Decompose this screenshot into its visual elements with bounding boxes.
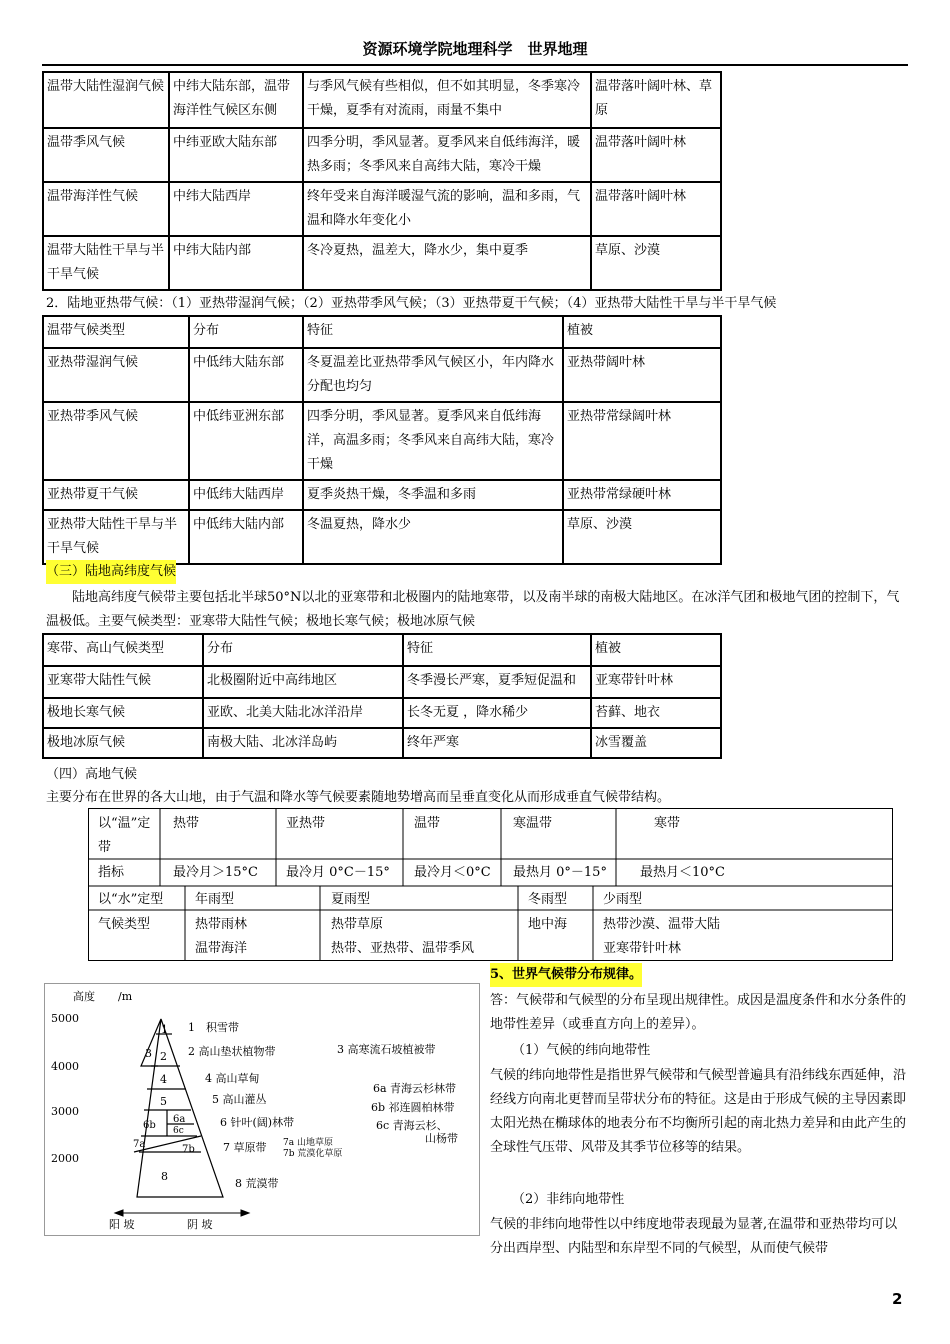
table-header-row — [43, 316, 721, 348]
table-temperate-climates — [42, 71, 722, 291]
cell: 亚热带常绿硬叶林 — [563, 480, 721, 510]
legend-item: 5 高山灌丛 — [212, 1093, 267, 1106]
legend-item: 3 高寒流石坡植被带 — [337, 1043, 436, 1056]
zone-label: 8 — [161, 1170, 168, 1183]
table4-r3-c1: 以“水”定型 — [98, 892, 164, 907]
cell: 长冬无夏 ，降水稀少 — [403, 698, 591, 728]
tick: 2000 — [51, 1152, 79, 1165]
cell: 亚欧、北美大陆北冰洋沿岸 — [203, 698, 403, 728]
shady-slope-label: 阴 坡 — [187, 1218, 213, 1231]
cell: 温带海洋性气候 — [43, 182, 169, 236]
legend-item: 6 针叶(阔)林带 — [220, 1116, 295, 1129]
legend-item: 7b 荒漠化草原 — [283, 1149, 343, 1159]
header-cell: 特征 — [303, 316, 563, 348]
table4-r3-c4: 冬雨型 — [528, 892, 568, 907]
header-cell: 特征 — [403, 634, 591, 666]
legend-item: 6c 青海云杉、 — [376, 1119, 448, 1132]
table4-r1-c5: 寒温带 — [513, 816, 553, 831]
table-row — [43, 480, 721, 510]
cell: 终年受来自海洋暖湿气流的影响，温和多雨，气温和降水年变化小 — [303, 182, 591, 236]
legend-item: 7 草原带 — [223, 1141, 267, 1154]
axis-label: 高度 — [73, 990, 95, 1003]
table-high-latitude-climates — [42, 633, 722, 759]
cell: 中纬亚欧大陆东部 — [169, 128, 303, 182]
table-row — [43, 236, 721, 290]
cell: 冬冷夏热，温差大，降水少，集中夏季 — [303, 236, 591, 290]
table4-r2-c4: 最冷月＜0°C — [414, 865, 491, 880]
table-row — [43, 128, 721, 182]
zone-label: 6a — [173, 1114, 186, 1125]
legend-item: 6b 祁连圆柏林带 — [371, 1101, 455, 1114]
table4-r5-c5: 亚寒带针叶林 — [603, 941, 682, 956]
cell: 温带落叶阔叶林、草原 — [591, 72, 721, 128]
cell: 亚热带湿润气候 — [43, 348, 189, 402]
zone-label: 6b — [143, 1120, 156, 1131]
page-header-title: 资源环境学院地理科学 世界地理 — [362, 40, 588, 58]
cell: 中低纬亚洲东部 — [189, 402, 303, 480]
header-cell: 分布 — [203, 634, 403, 666]
cell: 夏季炎热干燥，冬季温和多雨 — [303, 480, 563, 510]
section5-subtitle-1: （1）气候的纬向地带性 — [512, 1043, 651, 1058]
table4-r4-c3: 热带草原 — [331, 917, 384, 932]
cell: 与季风气候有些相似，但不如其明显，冬季寒冷干燥，夏季有对流雨，雨量不集中 — [303, 72, 591, 128]
zone-label: 6c — [173, 1126, 184, 1136]
table-row — [43, 510, 721, 564]
legend-item: 2 高山垫状植物带 — [188, 1045, 276, 1058]
table4-r4-c1: 气候类型 — [98, 917, 151, 932]
cell: 中低纬大陆内部 — [189, 510, 303, 564]
legend-item: 6a 青海云杉林带 — [373, 1082, 457, 1095]
section5-answer: 答：气候带和气候型的分布呈现出规律性。成因是温度条件和水分条件的地带性差异（或垂直方向上的差异）。 — [490, 993, 907, 1032]
cell: 苔藓、地衣 — [591, 698, 721, 728]
table4-r2-c5: 最热月 0°－15° — [513, 865, 607, 880]
zone-label: 7a — [133, 1139, 146, 1150]
table-row — [43, 728, 721, 758]
table-subtropical-climates — [42, 315, 722, 565]
table4-r1-c6: 寒带 — [654, 816, 681, 831]
cell: 中纬大陆东部，温带海洋性气候区东侧 — [169, 72, 303, 128]
cell: 终年严寒 — [403, 728, 591, 758]
cell: 极地长寒气候 — [43, 698, 203, 728]
legend-item: 山杨带 — [425, 1132, 458, 1145]
zone-label: 2 — [160, 1050, 167, 1063]
slope-arrows-icon — [115, 1210, 249, 1216]
zone-label: 3 — [145, 1047, 152, 1060]
table4-r3-c3: 夏雨型 — [331, 892, 371, 907]
zonation-svg — [45, 984, 479, 1235]
table-row — [43, 72, 721, 128]
table4-r1-c4: 温带 — [414, 816, 441, 831]
table-vertical-belts — [88, 808, 894, 961]
header-rule — [42, 64, 908, 66]
table4-r4-c5: 热带沙漠、温带大陆 — [603, 917, 721, 932]
cell: 亚热带常绿阔叶林 — [563, 402, 721, 480]
header-cell: 寒带、高山气候类型 — [43, 634, 203, 666]
cell: 冬季漫长严寒，夏季短促温和 — [403, 666, 591, 698]
cell: 亚热带大陆性干旱与半干旱气候 — [43, 510, 189, 564]
table4-r2-c1: 指标 — [98, 865, 125, 880]
cell: 温带落叶阔叶林 — [591, 128, 721, 182]
tick: 4000 — [51, 1060, 79, 1073]
cell: 亚热带季风气候 — [43, 402, 189, 480]
legend-item: 4 高山草甸 — [205, 1072, 260, 1085]
cell: 冰雪覆盖 — [591, 728, 721, 758]
legend-item: 8 荒漠带 — [235, 1177, 279, 1190]
table4-r1-c2: 热带 — [173, 816, 200, 831]
cell: 中低纬大陆东部 — [189, 348, 303, 402]
header-cell: 植被 — [563, 316, 721, 348]
cell: 温带大陆性湿润气候 — [43, 72, 169, 128]
table4-r3-c2: 年雨型 — [195, 892, 235, 907]
table4-r2-c3: 最冷月 0°C－15° — [286, 865, 390, 880]
table4-r2-c2: 最冷月＞15°C — [173, 865, 258, 880]
zone-label: 7b — [182, 1144, 195, 1155]
zone-label: 1 — [161, 1023, 168, 1036]
table4-r4-c2: 热带雨林 — [195, 917, 248, 932]
table-row — [43, 666, 721, 698]
cell: 四季分明，季风显著。夏季风来自低纬海洋，暖热多雨；冬季风来自高纬大陆，寒冷干燥 — [303, 128, 591, 182]
cell: 亚热带夏干气候 — [43, 480, 189, 510]
cell: 亚热带阔叶林 — [563, 348, 721, 402]
section4-paragraph: 主要分布在世界的各大山地，由于气温和降水等气候要素随地势增高而呈垂直变化从而形成垂直气候带结构。 — [46, 790, 671, 805]
section5-subtitle-2: （2）非纬向地带性 — [512, 1192, 625, 1207]
cell: 北极圈附近中高纬地区 — [203, 666, 403, 698]
header-cell: 植被 — [591, 634, 721, 666]
cell: 草原、沙漠 — [591, 236, 721, 290]
section5-paragraph-2: 气候的非纬向地带性以中纬度地带表现最为显著,在温带和亚热带均可以分出西岸型、内陆型和东岸型不同的气候型，从而使气候带 — [490, 1217, 898, 1256]
zone-label: 5 — [160, 1095, 167, 1108]
header-cell: 分布 — [189, 316, 303, 348]
section4-title: （四）高地气候 — [46, 767, 138, 782]
cell: 温带大陆性干旱与半干旱气候 — [43, 236, 169, 290]
table4-r3-c5: 少雨型 — [603, 892, 643, 907]
cell: 四季分明，季风显著。夏季风来自低纬海洋，高温多雨；冬季风来自高纬大陆，寒冷干燥 — [303, 402, 563, 480]
cell: 亚寒带针叶林 — [591, 666, 721, 698]
zone-label: 4 — [160, 1073, 167, 1086]
vertical-zonation-diagram — [44, 983, 480, 1236]
legend-item: 1 积雪带 — [188, 1021, 239, 1034]
table4-r1-c1: 以“温”定带 — [98, 816, 151, 855]
section5-title: 5、世界气候带分布规律。 — [490, 963, 642, 987]
sunny-slope-label: 阳 坡 — [109, 1218, 135, 1231]
table4-r4-c4: 地中海 — [528, 917, 568, 932]
table-row — [43, 402, 721, 480]
cell: 中低纬大陆西岸 — [189, 480, 303, 510]
table-row — [43, 182, 721, 236]
table-header-row — [43, 634, 721, 666]
legend-item: 7a 山地草原 — [283, 1138, 333, 1148]
cell: 冬夏温差比亚热带季风气候区小，年内降水分配也均匀 — [303, 348, 563, 402]
cell: 南极大陆、北冰洋岛屿 — [203, 728, 403, 758]
table4-r1-c3: 亚热带 — [286, 816, 326, 831]
cell: 极地冰原气候 — [43, 728, 203, 758]
tick: 5000 — [51, 1012, 79, 1025]
axis-unit: /m — [118, 990, 133, 1003]
table4-r5-c2: 温带海洋 — [195, 941, 248, 956]
table4-r2-c6: 最热月＜10°C — [640, 865, 725, 880]
section3-paragraph: 陆地高纬度气候带主要包括北半球50°N以北的亚寒带和北极圈内的陆地寒带，以及南半球的南极大陆地区。在冰洋气团和极地气团的控制下，气温极低。主要气候类型：亚寒带大陆性气候；极地长寒气候；极地冰原气候 — [46, 590, 900, 629]
section5-paragraph-1: 气候的纬向地带性是指世界气候带和气候型普遍具有沿纬线东西延伸，沿经线方向南北更替而呈带状分布的特征。这是由于形成气候的主导因素即太阳光热在椭球体的地表分布不均衡所引起的南北热力差异和由此产生的全球性气压带、风带及其季节位移等的结果。 — [490, 1068, 907, 1155]
cell: 草原、沙漠 — [563, 510, 721, 564]
cell: 冬温夏热，降水少 — [303, 510, 563, 564]
page-number: 2 — [892, 1290, 903, 1308]
cell: 中纬大陆内部 — [169, 236, 303, 290]
section3-title: （三）陆地高纬度气候 — [46, 560, 176, 584]
cell: 温带落叶阔叶林 — [591, 182, 721, 236]
table-row — [43, 698, 721, 728]
cell: 温带季风气候 — [43, 128, 169, 182]
cell: 中纬大陆西岸 — [169, 182, 303, 236]
section2-heading: 2．陆地亚热带气候：（1）亚热带湿润气候；（2）亚热带季风气候；（3）亚热带夏干气候；（4）亚热带大陆性干旱与半干旱气候 — [46, 296, 777, 311]
tick: 3000 — [51, 1105, 79, 1118]
header-cell: 温带气候类型 — [43, 316, 189, 348]
table-row — [43, 348, 721, 402]
cell: 亚寒带大陆性气候 — [43, 666, 203, 698]
table4-r5-c3: 热带、亚热带、温带季风 — [331, 941, 475, 956]
